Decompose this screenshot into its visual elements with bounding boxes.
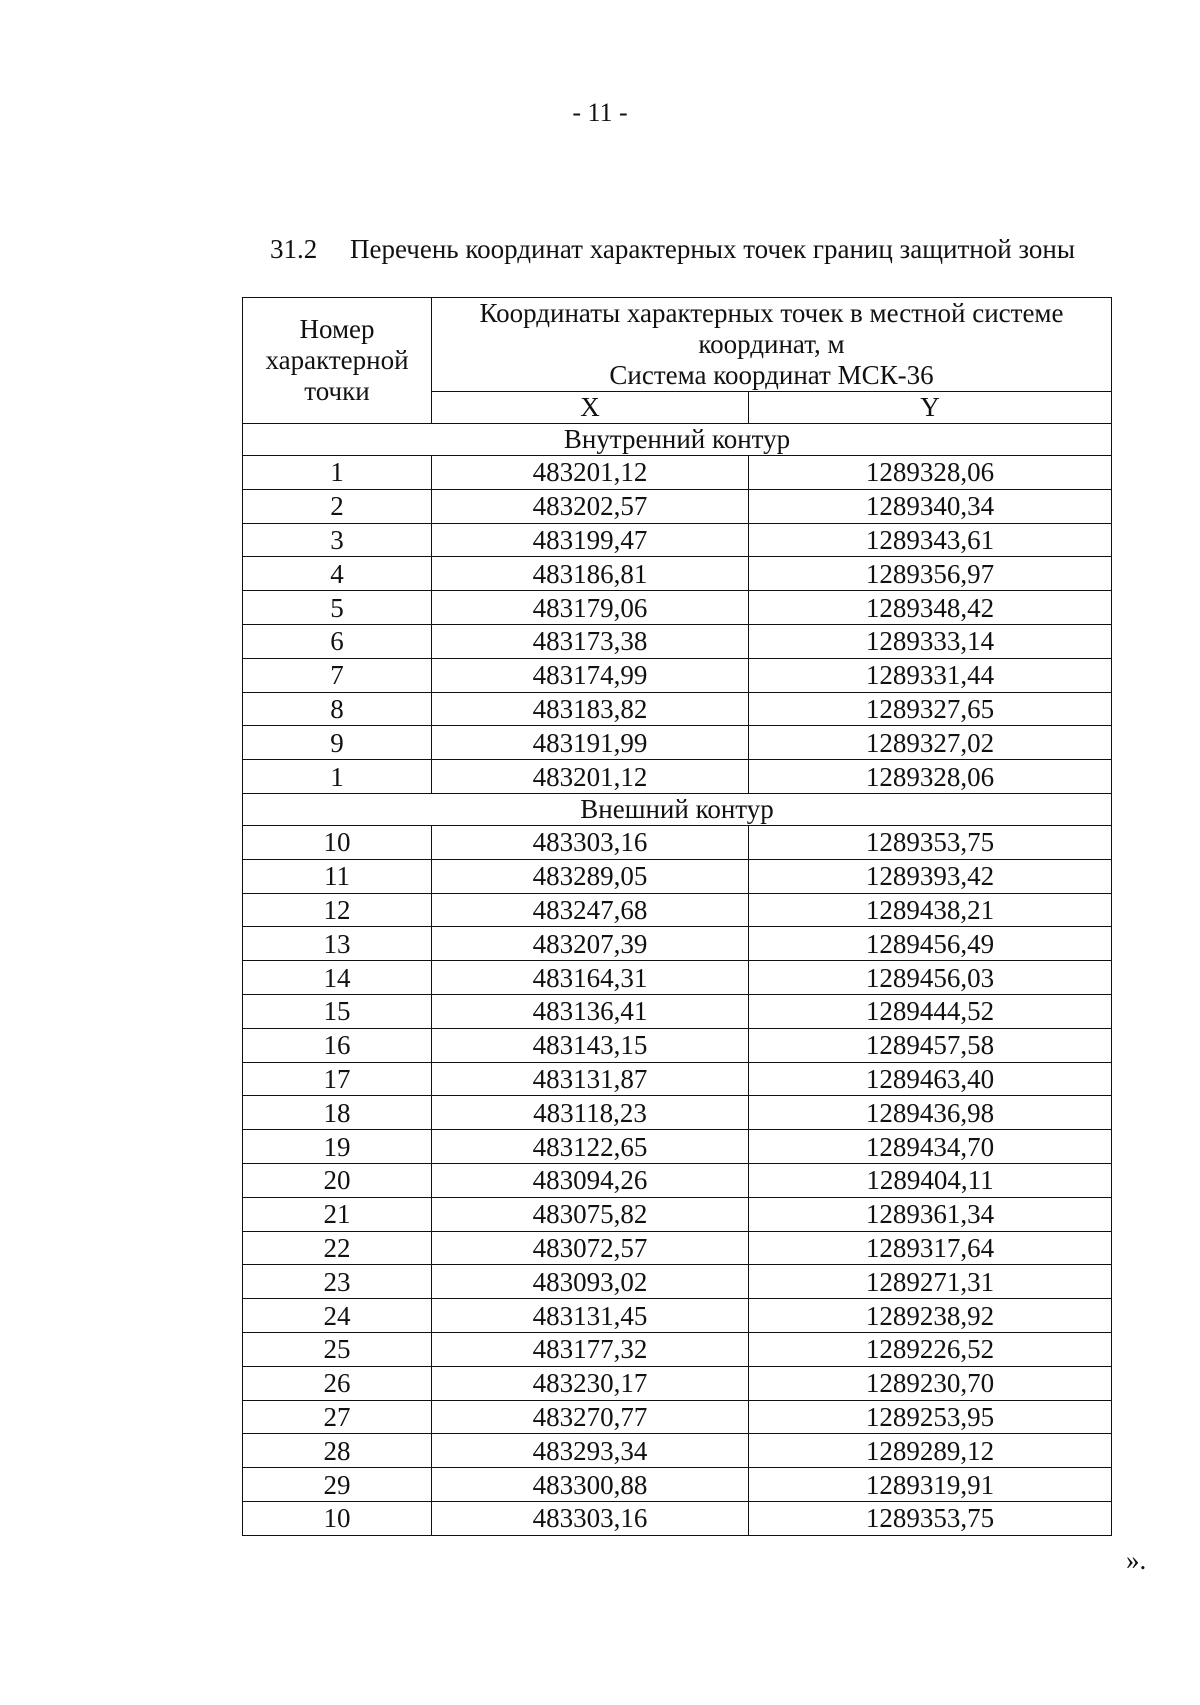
x-coordinate-cell: 483303,16 [432, 1501, 749, 1535]
x-coordinate-cell: 483143,15 [432, 1028, 749, 1062]
x-coordinate-cell: 483303,16 [432, 825, 749, 859]
table-row [243, 1028, 1112, 1062]
x-coordinate-cell: 483094,26 [432, 1163, 749, 1197]
y-coordinate-cell: 1289327,65 [749, 692, 1112, 726]
table-row [243, 1501, 1112, 1535]
x-coordinate-cell: 483247,68 [432, 893, 749, 927]
x-coordinate-cell: 483177,32 [432, 1332, 749, 1366]
y-coordinate-cell: 1289317,64 [749, 1231, 1112, 1265]
y-coordinate-cell: 1289319,91 [749, 1468, 1112, 1502]
table-row [243, 1197, 1112, 1231]
point-number-cell: 16 [243, 1028, 432, 1062]
coordinates-header-line3: Система координат МСК-36 [609, 360, 934, 390]
y-coordinate-cell: 1289457,58 [749, 1028, 1112, 1062]
x-coordinate-cell: 483186,81 [432, 557, 749, 591]
y-coordinate-cell: 1289353,75 [749, 1501, 1112, 1535]
table-row [243, 994, 1112, 1028]
point-number-cell: 11 [243, 859, 432, 893]
point-number-cell: 17 [243, 1062, 432, 1096]
table-row [243, 591, 1112, 625]
x-coordinate-cell: 483270,77 [432, 1400, 749, 1434]
y-coordinate-cell: 1289230,70 [749, 1366, 1112, 1400]
table-row [243, 1434, 1112, 1468]
point-number-cell: 14 [243, 961, 432, 995]
outer-contour-row [243, 793, 1112, 825]
point-number-cell: 26 [243, 1366, 432, 1400]
x-coordinate-cell: 483174,99 [432, 658, 749, 692]
table-row [243, 961, 1112, 995]
table-row [243, 859, 1112, 893]
table-row [243, 1366, 1112, 1400]
x-column-header: X [432, 392, 749, 424]
point-number-cell: 18 [243, 1096, 432, 1130]
table-row [243, 658, 1112, 692]
x-coordinate-cell: 483183,82 [432, 692, 749, 726]
y-coordinate-cell: 1289456,03 [749, 961, 1112, 995]
inner-contour-row [243, 424, 1112, 456]
table-row [243, 1332, 1112, 1366]
y-coordinate-cell: 1289271,31 [749, 1265, 1112, 1299]
x-coordinate-cell: 483199,47 [432, 523, 749, 557]
point-number-cell: 12 [243, 893, 432, 927]
table-row [243, 726, 1112, 760]
section-number: 31.2 [270, 234, 318, 264]
table-row [243, 692, 1112, 726]
y-coordinate-cell: 1289353,75 [749, 825, 1112, 859]
y-coordinate-cell: 1289328,06 [749, 456, 1112, 490]
point-number-cell: 25 [243, 1332, 432, 1366]
x-coordinate-cell: 483131,87 [432, 1062, 749, 1096]
section-heading [270, 234, 1075, 265]
page-number: - 11 - [572, 98, 628, 127]
point-number-cell: 27 [243, 1400, 432, 1434]
y-coordinate-cell: 1289289,12 [749, 1434, 1112, 1468]
y-coordinate-cell: 1289436,98 [749, 1096, 1112, 1130]
point-number-cell: 3 [243, 523, 432, 557]
point-number-cell: 21 [243, 1197, 432, 1231]
y-coordinate-cell: 1289356,97 [749, 557, 1112, 591]
y-coordinate-cell: 1289348,42 [749, 591, 1112, 625]
y-coordinate-cell: 1289226,52 [749, 1332, 1112, 1366]
x-coordinate-cell: 483207,39 [432, 927, 749, 961]
y-coordinate-cell: 1289340,34 [749, 489, 1112, 523]
coordinates-header [432, 298, 1112, 392]
x-coordinate-cell: 483300,88 [432, 1468, 749, 1502]
table-row [243, 825, 1112, 859]
y-coordinate-cell: 1289463,40 [749, 1062, 1112, 1096]
table-row [243, 927, 1112, 961]
y-coordinate-cell: 1289361,34 [749, 1197, 1112, 1231]
closing-quote: ». [1126, 1545, 1147, 1575]
point-number-cell: 5 [243, 591, 432, 625]
table-row [243, 1062, 1112, 1096]
point-number-cell: 22 [243, 1231, 432, 1265]
y-coordinate-cell: 1289343,61 [749, 523, 1112, 557]
coordinates-header-line2: координат, м [698, 329, 845, 359]
table-row [243, 557, 1112, 591]
x-coordinate-cell: 483118,23 [432, 1096, 749, 1130]
point-number-cell: 8 [243, 692, 432, 726]
point-number-cell: 29 [243, 1468, 432, 1502]
table-row [243, 489, 1112, 523]
point-number-cell: 2 [243, 489, 432, 523]
outer-contour-title: Внешний контур [243, 793, 1112, 825]
x-coordinate-cell: 483075,82 [432, 1197, 749, 1231]
coordinates-header-line1: Координаты характерных точек в местной системе [479, 298, 1064, 328]
x-coordinate-cell: 483122,65 [432, 1130, 749, 1164]
point-number-cell: 10 [243, 825, 432, 859]
x-coordinate-cell: 483230,17 [432, 1366, 749, 1400]
point-number-cell: 20 [243, 1163, 432, 1197]
point-number-cell: 6 [243, 624, 432, 658]
y-coordinate-cell: 1289434,70 [749, 1130, 1112, 1164]
x-coordinate-cell: 483164,31 [432, 961, 749, 995]
y-coordinate-cell: 1289238,92 [749, 1299, 1112, 1333]
x-coordinate-cell: 483179,06 [432, 591, 749, 625]
y-coordinate-cell: 1289253,95 [749, 1400, 1112, 1434]
x-coordinate-cell: 483289,05 [432, 859, 749, 893]
y-coordinate-cell: 1289327,02 [749, 726, 1112, 760]
table-row [243, 760, 1112, 794]
y-coordinate-cell: 1289404,11 [749, 1163, 1112, 1197]
point-number-cell: 19 [243, 1130, 432, 1164]
y-coordinate-cell: 1289328,06 [749, 760, 1112, 794]
coordinates-table [242, 297, 1112, 1536]
table-row [243, 456, 1112, 490]
coordinates-table-body [243, 424, 1112, 1536]
table-row [243, 1163, 1112, 1197]
point-number-cell: 1 [243, 760, 432, 794]
table-row [243, 1299, 1112, 1333]
point-number-cell: 1 [243, 456, 432, 490]
table-row [243, 624, 1112, 658]
x-coordinate-cell: 483173,38 [432, 624, 749, 658]
x-coordinate-cell: 483072,57 [432, 1231, 749, 1265]
section-title: Перечень координат характерных точек границ защитной зоны [350, 234, 1075, 264]
y-column-header: Y [749, 392, 1112, 424]
y-coordinate-cell: 1289331,44 [749, 658, 1112, 692]
x-coordinate-cell: 483201,12 [432, 456, 749, 490]
y-coordinate-cell: 1289444,52 [749, 994, 1112, 1028]
x-coordinate-cell: 483093,02 [432, 1265, 749, 1299]
table-row [243, 893, 1112, 927]
table-row [243, 1130, 1112, 1164]
point-number-cell: 28 [243, 1434, 432, 1468]
point-number-cell: 15 [243, 994, 432, 1028]
point-number-cell: 23 [243, 1265, 432, 1299]
x-coordinate-cell: 483136,41 [432, 994, 749, 1028]
point-number-header: Номер характерной точки [243, 298, 432, 424]
table-row [243, 523, 1112, 557]
x-coordinate-cell: 483201,12 [432, 760, 749, 794]
table-row [243, 1468, 1112, 1502]
y-coordinate-cell: 1289333,14 [749, 624, 1112, 658]
y-coordinate-cell: 1289438,21 [749, 893, 1112, 927]
point-number-cell: 13 [243, 927, 432, 961]
point-number-cell: 24 [243, 1299, 432, 1333]
y-coordinate-cell: 1289456,49 [749, 927, 1112, 961]
x-coordinate-cell: 483191,99 [432, 726, 749, 760]
x-coordinate-cell: 483131,45 [432, 1299, 749, 1333]
inner-contour-title: Внутренний контур [243, 424, 1112, 456]
table-row [243, 1400, 1112, 1434]
y-coordinate-cell: 1289393,42 [749, 859, 1112, 893]
point-number-cell: 4 [243, 557, 432, 591]
point-number-cell: 7 [243, 658, 432, 692]
x-coordinate-cell: 483202,57 [432, 489, 749, 523]
table-row [243, 1231, 1112, 1265]
table-row [243, 1096, 1112, 1130]
point-number-cell: 10 [243, 1501, 432, 1535]
point-number-cell: 9 [243, 726, 432, 760]
x-coordinate-cell: 483293,34 [432, 1434, 749, 1468]
table-row [243, 1265, 1112, 1299]
